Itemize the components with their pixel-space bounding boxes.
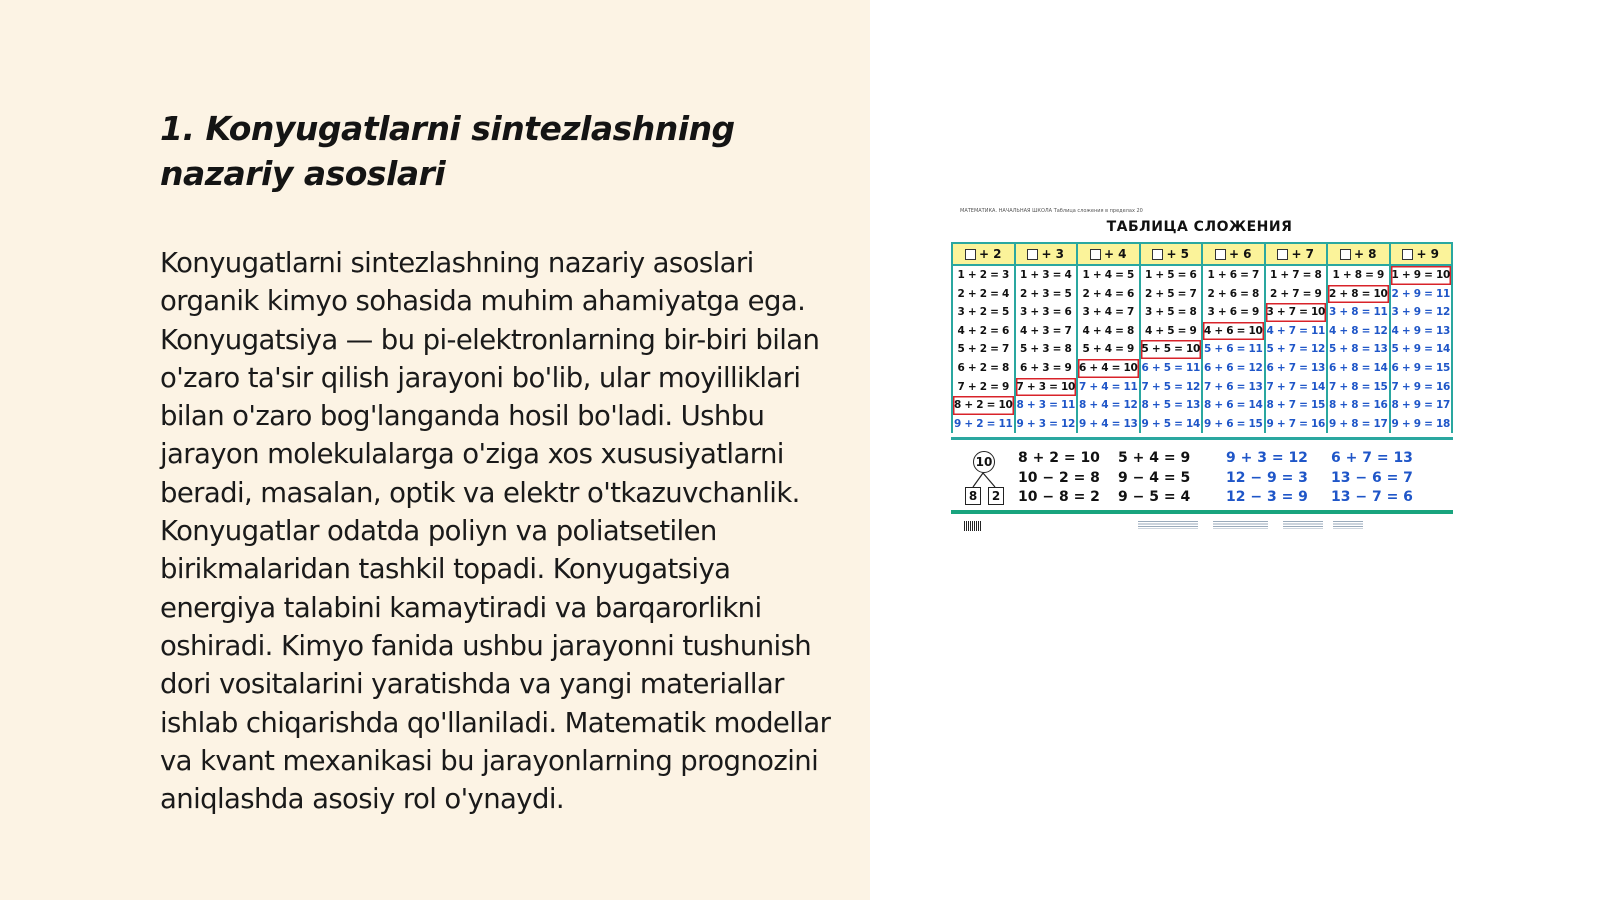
table-cell: 7 + 5 = 12 bbox=[1141, 380, 1200, 393]
table-cell: 9 + 7 = 16 bbox=[1266, 417, 1325, 430]
example-equation: 5 + 4 = 9 bbox=[1118, 450, 1191, 466]
table-cell: 9 + 6 = 15 bbox=[1204, 417, 1263, 430]
table-cell: 5 + 5 = 10 bbox=[1141, 340, 1202, 359]
column-header-label: + 6 bbox=[1228, 247, 1252, 261]
blank-box-icon bbox=[965, 249, 976, 260]
table-cell: 2 + 5 = 7 bbox=[1145, 287, 1197, 300]
column-header bbox=[1328, 242, 1389, 266]
table-cell: 4 + 8 = 12 bbox=[1329, 324, 1388, 337]
table-cell: 6 + 4 = 10 bbox=[1078, 359, 1139, 378]
table-cell: 8 + 3 = 11 bbox=[1016, 399, 1075, 412]
example-group bbox=[1118, 449, 1190, 508]
example-equation: 10 − 2 = 8 bbox=[1018, 469, 1100, 486]
table-cell: 8 + 7 = 15 bbox=[1266, 399, 1325, 412]
table-cell: 5 + 6 = 11 bbox=[1204, 343, 1263, 356]
table-cell: 9 + 9 = 18 bbox=[1391, 417, 1450, 430]
table-column bbox=[1016, 242, 1079, 433]
table-cell: 6 + 7 = 13 bbox=[1266, 361, 1325, 374]
column-header-label: + 5 bbox=[1166, 247, 1190, 261]
table-cell: 6 + 5 = 11 bbox=[1141, 361, 1200, 374]
column-header bbox=[1078, 242, 1139, 266]
table-cell: 3 + 3 = 6 bbox=[1020, 306, 1072, 319]
blank-box-icon bbox=[1215, 249, 1226, 260]
table-cell: 8 + 6 = 14 bbox=[1204, 399, 1263, 412]
decomposition-whole: 10 bbox=[973, 451, 995, 473]
table-cell: 3 + 8 = 11 bbox=[1329, 306, 1388, 319]
table-cell: 7 + 2 = 9 bbox=[957, 380, 1009, 393]
table-cell: 1 + 8 = 9 bbox=[1332, 269, 1384, 281]
example-equation: 12 − 9 = 3 bbox=[1226, 469, 1308, 486]
table-cell: 6 + 3 = 9 bbox=[1020, 361, 1072, 374]
table-cell: 5 + 8 = 13 bbox=[1329, 343, 1388, 356]
table-cell: 9 + 2 = 11 bbox=[954, 417, 1013, 430]
example-group bbox=[1331, 449, 1413, 508]
table-cell: 9 + 4 = 13 bbox=[1079, 417, 1138, 430]
table-cell: 3 + 5 = 8 bbox=[1145, 306, 1197, 319]
table-cell: 4 + 7 = 11 bbox=[1266, 324, 1325, 337]
table-cell: 2 + 8 = 10 bbox=[1328, 285, 1389, 304]
table-cell: 3 + 6 = 9 bbox=[1207, 306, 1259, 319]
barcode-icon bbox=[964, 521, 982, 531]
slide-title: 1. Konyugatlarni sintezlashning nazariy asoslari bbox=[160, 109, 735, 193]
table-cell: 1 + 4 = 5 bbox=[1082, 269, 1134, 281]
table-cell: 7 + 3 = 10 bbox=[1016, 378, 1077, 397]
blank-box-icon bbox=[1027, 249, 1038, 260]
table-column bbox=[1078, 242, 1141, 433]
table-cell: 2 + 6 = 8 bbox=[1207, 287, 1259, 300]
column-header-label: + 3 bbox=[1041, 247, 1065, 261]
example-equation: 8 + 2 = 10 bbox=[1018, 450, 1100, 466]
poster-title: ТАБЛИЦА СЛОЖЕНИЯ bbox=[1106, 219, 1293, 235]
column-header-label: + 9 bbox=[1416, 247, 1440, 261]
example-equation: 9 − 5 = 4 bbox=[1118, 489, 1191, 505]
slide-body-text: Konyugatlarni sintezlashning nazariy asoslari organik kimyo sohasida muhim ahamiyatga ega. Konyugatsiya — bu pi-elektronlarning bir-biri bilan o'zaro ta'sir qilish jarayoni bo'lib, ular moyilliklari bilan o'zaro bog'langanda hosil bo'ladi. Ushbu jarayon molekulalarga o'ziga xos xususiyatlarni beradi, masalan, optik va elektr o'tkazuvchanlik. Konyugatlar odatda poliyn va poliatsetilen birikmalaridan tashkil topadi. Konyugatsiya energiya talabini kamaytiradi va barqarorlikni oshiradi. Kimyo fanida ushbu jarayonni tushunish dori vositalarini yaratishda va yangi materiallar ishlab chiqarishda qo'llaniladi. Matematik modellar va kvant mexanikasi bu jarayonlarning prognozini aniqlashda asosiy rol o'ynaydi. bbox=[160, 247, 831, 816]
example-equation: 13 − 6 = 7 bbox=[1331, 469, 1413, 486]
blank-box-icon bbox=[1090, 249, 1101, 260]
table-cell: 3 + 2 = 5 bbox=[957, 306, 1009, 319]
column-header-label: + 2 bbox=[978, 247, 1002, 261]
table-cell: 4 + 9 = 13 bbox=[1391, 324, 1450, 337]
table-cell: 1 + 5 = 6 bbox=[1145, 269, 1197, 281]
table-cell: 9 + 8 = 17 bbox=[1329, 417, 1388, 430]
poster-top-line: МАТЕМАТИКА. НАЧАЛЬНАЯ ШКОЛА Таблица сложения в пределах 20 bbox=[960, 208, 1143, 214]
table-cell: 7 + 4 = 11 bbox=[1079, 380, 1138, 393]
table-cell: 3 + 9 = 12 bbox=[1391, 306, 1450, 319]
table-cell: 8 + 2 = 10 bbox=[953, 396, 1014, 415]
table-cell: 9 + 3 = 12 bbox=[1016, 417, 1075, 430]
column-header bbox=[1203, 242, 1264, 266]
table-cell: 2 + 9 = 11 bbox=[1391, 287, 1450, 300]
table-column bbox=[1141, 242, 1204, 433]
table-column bbox=[1266, 242, 1329, 433]
table-cell: 7 + 9 = 16 bbox=[1391, 380, 1450, 393]
addition-table-image bbox=[948, 205, 1451, 545]
table-cell: 1 + 7 = 8 bbox=[1270, 269, 1322, 281]
publisher-fine-print bbox=[1283, 521, 1323, 529]
table-cell: 8 + 4 = 12 bbox=[1079, 399, 1138, 412]
table-cell: 7 + 8 = 15 bbox=[1329, 380, 1388, 393]
table-cell: 4 + 5 = 9 bbox=[1145, 324, 1197, 337]
table-cell: 8 + 8 = 16 bbox=[1329, 399, 1388, 412]
table-cell: 8 + 9 = 17 bbox=[1391, 399, 1450, 412]
table-cell: 4 + 6 = 10 bbox=[1203, 322, 1264, 341]
column-header bbox=[1016, 242, 1077, 266]
table-cell: 5 + 9 = 14 bbox=[1391, 343, 1450, 356]
table-cell: 6 + 9 = 15 bbox=[1391, 361, 1450, 374]
table-cell: 5 + 3 = 8 bbox=[1020, 343, 1072, 356]
addition-grid bbox=[951, 242, 1453, 433]
table-cell: 5 + 2 = 7 bbox=[957, 343, 1009, 356]
example-group bbox=[1226, 449, 1308, 508]
table-cell: 1 + 3 = 4 bbox=[1020, 269, 1072, 281]
table-cell: 9 + 5 = 14 bbox=[1141, 417, 1200, 430]
table-cell: 2 + 4 = 6 bbox=[1082, 287, 1134, 300]
example-equation: 6 + 7 = 13 bbox=[1331, 450, 1413, 466]
decomposition-part-b: 2 bbox=[988, 487, 1004, 505]
blank-box-icon bbox=[1277, 249, 1288, 260]
publisher-fine-print bbox=[1333, 521, 1363, 529]
column-header-label: + 4 bbox=[1103, 247, 1127, 261]
column-header bbox=[1141, 242, 1202, 266]
table-cell: 4 + 4 = 8 bbox=[1082, 324, 1134, 337]
table-cell: 2 + 2 = 4 bbox=[957, 287, 1009, 300]
column-header bbox=[953, 242, 1014, 266]
table-column bbox=[1203, 242, 1266, 433]
publisher-fine-print bbox=[1213, 521, 1268, 529]
table-cell: 6 + 2 = 8 bbox=[957, 361, 1009, 374]
column-header-label: + 8 bbox=[1353, 247, 1377, 261]
table-cell: 4 + 3 = 7 bbox=[1020, 324, 1072, 337]
table-cell: 5 + 7 = 12 bbox=[1266, 343, 1325, 356]
table-cell: 1 + 2 = 3 bbox=[957, 269, 1009, 281]
example-equation: 10 − 8 = 2 bbox=[1018, 489, 1100, 505]
publisher-fine-print bbox=[1138, 521, 1198, 529]
table-cell: 5 + 4 = 9 bbox=[1082, 343, 1134, 356]
example-equation: 13 − 7 = 6 bbox=[1331, 489, 1413, 505]
table-cell: 7 + 6 = 13 bbox=[1204, 380, 1263, 393]
table-column bbox=[953, 242, 1016, 433]
example-equation: 9 − 4 = 5 bbox=[1118, 469, 1191, 486]
table-cell: 2 + 7 = 9 bbox=[1270, 287, 1322, 300]
example-equation: 9 + 3 = 12 bbox=[1226, 450, 1308, 466]
table-cell: 6 + 6 = 12 bbox=[1204, 361, 1263, 374]
table-cell: 3 + 7 = 10 bbox=[1266, 303, 1327, 322]
table-cell: 4 + 2 = 6 bbox=[957, 324, 1009, 337]
column-header bbox=[1266, 242, 1327, 266]
blank-box-icon bbox=[1340, 249, 1351, 260]
table-column bbox=[1391, 242, 1454, 433]
column-header-label: + 7 bbox=[1291, 247, 1315, 261]
poster-footer-bar bbox=[951, 510, 1453, 514]
examples-strip bbox=[948, 445, 1451, 510]
table-cell: 7 + 7 = 14 bbox=[1266, 380, 1325, 393]
blank-box-icon bbox=[1402, 249, 1413, 260]
blank-box-icon bbox=[1152, 249, 1163, 260]
column-header bbox=[1391, 242, 1452, 266]
table-cell: 3 + 4 = 7 bbox=[1082, 306, 1134, 319]
number-decomposition bbox=[964, 451, 1004, 507]
table-column bbox=[1328, 242, 1391, 433]
example-group bbox=[1018, 449, 1100, 508]
example-equation: 12 − 3 = 9 bbox=[1226, 489, 1308, 505]
table-cell: 6 + 8 = 14 bbox=[1329, 361, 1388, 374]
table-cell: 1 + 9 = 10 bbox=[1391, 266, 1452, 285]
table-cell: 1 + 6 = 7 bbox=[1207, 269, 1259, 281]
grid-bottom-line bbox=[951, 437, 1453, 440]
table-cell: 2 + 3 = 5 bbox=[1020, 287, 1072, 300]
table-cell: 8 + 5 = 13 bbox=[1141, 399, 1200, 412]
decomposition-part-a: 8 bbox=[965, 487, 981, 505]
